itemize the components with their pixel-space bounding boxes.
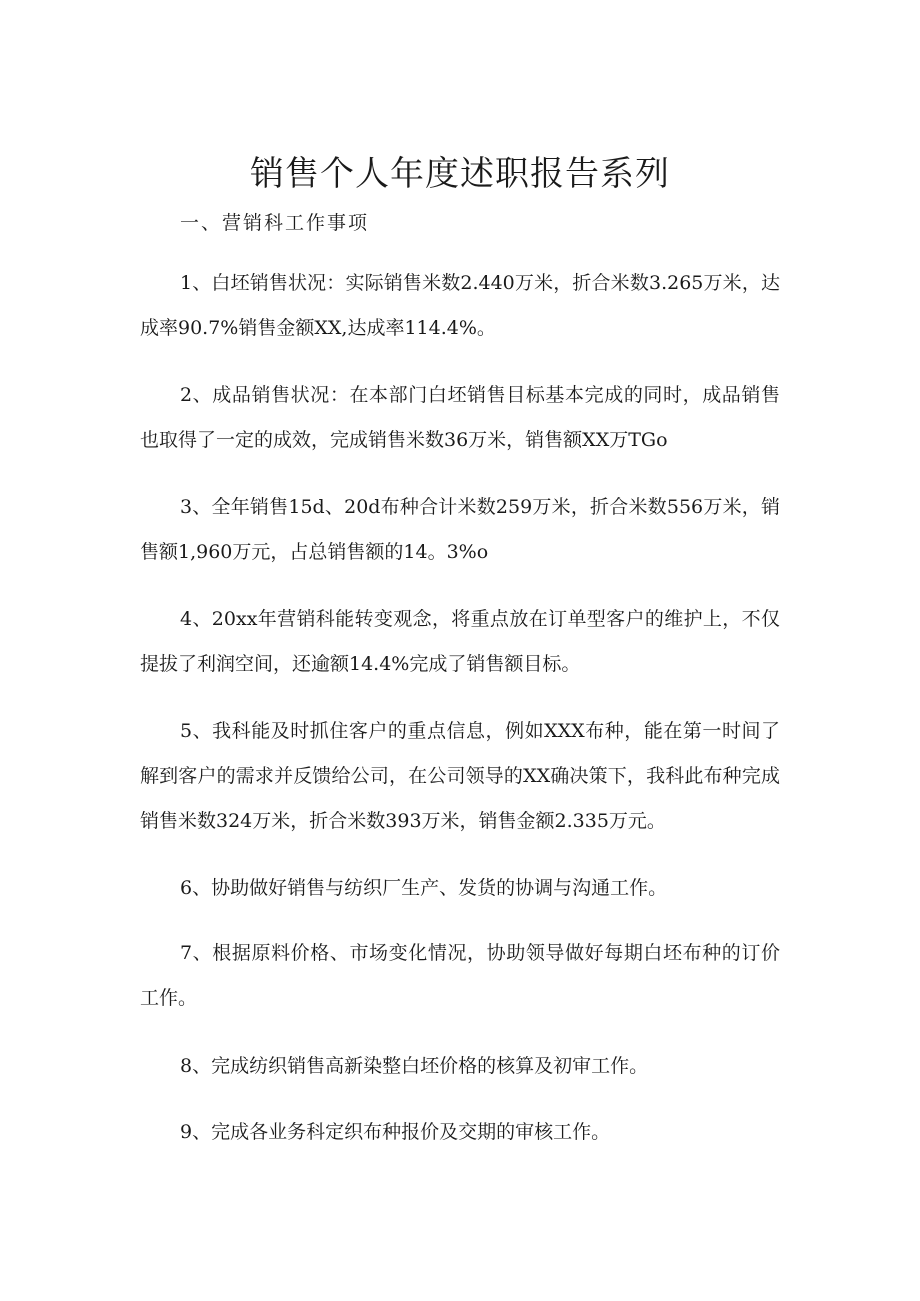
document-title: 销售个人年度述职报告系列 bbox=[250, 154, 670, 194]
paragraph-item-5: 5、我科能及时抓住客户的重点信息，例如XXX布种，能在第一时间了解到客户的需求并反馈给公司，在公司领导的XX确决策下，我科此布种完成销售米数324万米，折合米数393万米，销售金额2.335万元。 bbox=[140, 720, 780, 832]
paragraph-item-9: 9、完成各业务科定织布种报价及交期的审核工作。 bbox=[180, 1121, 611, 1143]
paragraph-item-4: 4、20xx年营销科能转变观念，将重点放在订单型客户的维护上，不仅提拔了利润空间，还逾额14.4%完成了销售额目标。 bbox=[140, 608, 780, 675]
paragraph-item-3: 3、全年销售15d、20d布种合计米数259万米，折合米数556万米，销售额1,960万元，占总销售额的14。3%o bbox=[140, 496, 780, 563]
section-heading: 一、营销科工作事项 bbox=[180, 212, 370, 234]
paragraph-item-7: 7、根据原料价格、市场变化情况，协助领导做好每期白坯布种的订价工作。 bbox=[140, 942, 780, 1009]
paragraph-item-2: 2、成品销售状况：在本部门白坯销售目标基本完成的同时，成品销售也取得了一定的成效，完成销售米数36万米，销售额XX万TGo bbox=[140, 384, 780, 451]
paragraph-item-1: 1、白坯销售状况：实际销售米数2.440万米，折合米数3.265万米，达成率90.7%销售金额XX,达成率114.4%。 bbox=[140, 272, 780, 339]
paragraph-item-6: 6、协助做好销售与纺织厂生产、发货的协调与沟通工作。 bbox=[180, 877, 668, 899]
paragraph-item-8: 8、完成纺织销售高新染整白坯价格的核算及初审工作。 bbox=[180, 1055, 649, 1077]
